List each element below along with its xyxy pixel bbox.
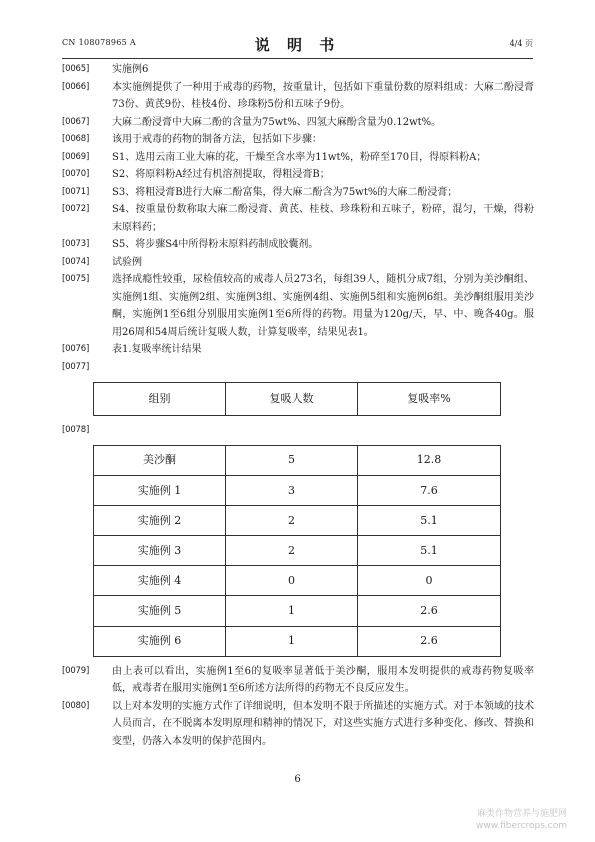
paragraph-text: 本实施例提供了一种用于戒毒的药物，按重量计，包括如下重量份数的原料组成：大麻二酚浸膏73份、黄芪9份、桂枝4份、珍珠粉5份和五味子9份。	[112, 81, 534, 110]
paragraph	[62, 131, 534, 149]
paragraph	[62, 166, 534, 184]
cell-relapse-rate: 5.1	[358, 505, 501, 535]
paragraph-number: [0071]	[62, 186, 90, 197]
paragraph	[62, 359, 534, 377]
header-divider	[62, 58, 533, 59]
paragraph-group-b	[62, 663, 534, 751]
paragraph-number: [0065]	[62, 64, 90, 74]
paragraph-text: S2、将原料粉A经过有机溶剂提取，得粗浸膏B；	[112, 169, 330, 180]
watermark	[476, 808, 567, 832]
paragraph	[62, 61, 534, 79]
table-row	[94, 626, 501, 656]
paragraph-group-a	[62, 61, 534, 376]
table-row	[94, 445, 501, 475]
paragraph-number: [0073]	[62, 239, 90, 249]
document-body	[62, 61, 534, 750]
page-number: 6	[294, 774, 301, 785]
cell-relapse-count: 1	[226, 596, 358, 626]
page-reference: 4/4 页	[509, 39, 533, 48]
cell-relapse-rate: 2.6	[358, 626, 501, 656]
paragraph-text: S4、按重量份数称取大麻二酚浸膏、黄芪、桂枝、珍珠粉和五味子，粉碎，混匀，干燥，得粉末原料药；	[112, 204, 534, 233]
cell-relapse-rate: 5.1	[358, 536, 501, 566]
paragraph	[62, 184, 534, 202]
table-row	[94, 596, 501, 626]
paragraph	[62, 271, 534, 341]
cell-group: 实施例 6	[94, 626, 226, 656]
paragraph-text: 选择成瘾性较重，尿检值较高的戒毒人员273名，每组39人，随机分成7组，分别为美沙酮组、实施例1组、实施例2组、实施例3组、实施例4组、实施例5组和实施例6组。美沙酮组服用美沙酮，实施例1至6组分别服用实施例1至6所得的药物。用量为120g/天，早、中、晚各40g。服用26周和54周后统计复吸人数，计算复吸率，结果见表1。	[112, 274, 534, 338]
paragraph-number: [0072]	[62, 204, 90, 214]
paragraph	[62, 149, 534, 167]
paragraph-text: 表1.复吸率统计结果	[112, 344, 202, 355]
paragraph-number: [0079]	[62, 665, 90, 676]
cell-group: 实施例 1	[94, 475, 226, 505]
paragraph	[62, 663, 534, 698]
cell-relapse-rate: 12.8	[358, 445, 501, 475]
paragraph-number: [0067]	[62, 116, 90, 127]
paragraph-number: [0077]	[62, 361, 90, 372]
paragraph-number: [0075]	[62, 274, 90, 284]
cell-relapse-count: 2	[226, 505, 358, 535]
cell-relapse-rate: 2.6	[358, 596, 501, 626]
cell-group: 实施例 3	[94, 536, 226, 566]
table-header	[93, 382, 501, 416]
paragraph	[62, 422, 534, 440]
cell-group: 实施例 5	[94, 596, 226, 626]
paragraph-text: 该用于戒毒的药物的制备方法，包括如下步骤：	[112, 134, 322, 145]
table-row	[94, 566, 501, 596]
paragraph	[62, 79, 534, 114]
col-header-relapse-count: 复吸人数	[226, 383, 358, 416]
cell-relapse-count: 1	[226, 626, 358, 656]
cell-relapse-rate: 7.6	[358, 475, 501, 505]
paragraph	[62, 114, 534, 132]
paragraph	[62, 254, 534, 272]
paragraph-text: 以上对本发明的实施方式作了详细说明，但本发明不限于所描述的实施方式。对于本领域的技术人员而言，在不脱离本发明原理和精神的情况下，对这些实施方式进行多种变化、修改、替换和变型，仍落入本发明的保护范围内。	[112, 700, 534, 747]
paragraph-text: 实施例6	[112, 64, 149, 75]
document-title: 说 明 书	[254, 36, 341, 54]
paragraph-text: S1、选用云南工业大麻的花，干燥至含水率为11wt%，粉碎至170目，得原料粉A；	[112, 151, 487, 163]
paragraph-text: 由上表可以看出，实施例1至6的复吸率显著低于美沙酮，服用本发明提供的戒毒药物复吸率低，戒毒者在服用实施例1至6所述方法所得的药物无不良反应发生。	[112, 665, 534, 695]
cell-relapse-count: 0	[226, 566, 358, 596]
paragraph-number: [0076]	[62, 344, 90, 354]
watermark-site-name: 麻类作物营养与施肥网	[476, 809, 567, 819]
paragraph-text: S3、将粗浸膏B进行大麻二酚富集，得大麻二酚含为75wt%的大麻二酚浸膏；	[112, 186, 458, 198]
paragraph-text: 大麻二酚浸膏中大麻二酚的含量为75wt%、四氢大麻酚含量为0.12wt%。	[112, 116, 442, 128]
publication-number: CN 108078965 A	[62, 38, 136, 47]
paragraph-text: 试验例	[112, 256, 142, 268]
cell-relapse-count: 3	[226, 475, 358, 505]
cell-group: 美沙酮	[94, 445, 226, 475]
relapse-rate-table	[93, 445, 501, 657]
paragraph-number: [0078]	[62, 425, 90, 435]
table-row	[94, 536, 501, 566]
table-row	[94, 475, 501, 505]
cell-group: 实施例 4	[94, 566, 226, 596]
paragraph	[62, 341, 534, 359]
table-header-row	[94, 383, 501, 416]
cell-relapse-count: 2	[226, 536, 358, 566]
paragraph-number: [0070]	[62, 169, 90, 179]
paragraph	[62, 236, 534, 254]
page-header	[62, 34, 533, 54]
paragraph-number: [0068]	[62, 134, 90, 144]
col-header-relapse-rate: 复吸率%	[358, 383, 501, 416]
cell-relapse-rate: 0	[358, 566, 501, 596]
paragraph-number: [0066]	[62, 81, 90, 92]
table-row	[94, 505, 501, 535]
cell-group: 实施例 2	[94, 505, 226, 535]
paragraph	[62, 698, 534, 751]
paragraph-text: S5、将步骤S4中所得粉末原料药制成胶囊剂。	[112, 239, 319, 250]
paragraph-number: [0074]	[62, 256, 90, 267]
paragraph	[62, 201, 534, 236]
watermark-url: www.fibercrops.com	[476, 821, 567, 831]
col-header-group: 组别	[94, 383, 226, 416]
cell-relapse-count: 5	[226, 445, 358, 475]
paragraph-number: [0080]	[62, 700, 90, 711]
paragraph-number: [0069]	[62, 151, 90, 162]
